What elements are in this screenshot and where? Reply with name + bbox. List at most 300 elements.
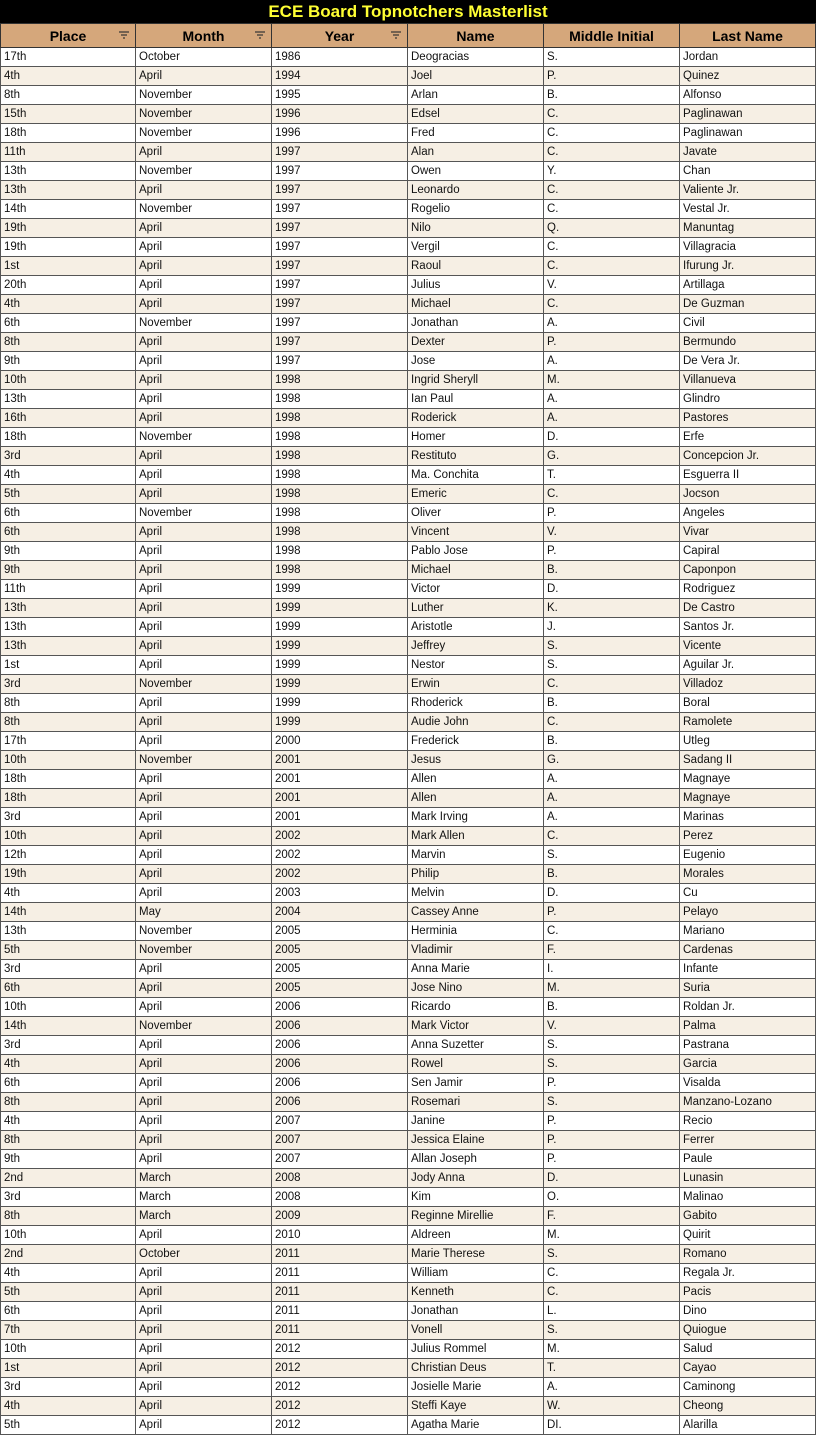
column-header-month[interactable] (136, 24, 272, 48)
cell-last-name[interactable]: Infante (680, 960, 816, 979)
cell-year[interactable]: 2005 (272, 922, 408, 941)
table-row[interactable] (1, 86, 816, 105)
cell-place[interactable]: 3rd (1, 1036, 136, 1055)
cell-place[interactable]: 17th (1, 48, 136, 67)
cell-place[interactable]: 8th (1, 713, 136, 732)
table-row[interactable] (1, 371, 816, 390)
table-row[interactable] (1, 675, 816, 694)
table-row[interactable] (1, 770, 816, 789)
column-header-last-name[interactable] (680, 24, 816, 48)
cell-last-name[interactable]: Visalda (680, 1074, 816, 1093)
table-row[interactable] (1, 48, 816, 67)
cell-last-name[interactable]: Cayao (680, 1359, 816, 1378)
cell-last-name[interactable]: Dino (680, 1302, 816, 1321)
cell-place[interactable]: 4th (1, 295, 136, 314)
cell-middle-initial[interactable]: P. (544, 67, 680, 86)
cell-name[interactable]: Allen (408, 789, 544, 808)
cell-middle-initial[interactable]: F. (544, 1207, 680, 1226)
cell-place[interactable]: 16th (1, 409, 136, 428)
cell-name[interactable]: Frederick (408, 732, 544, 751)
cell-name[interactable]: Agatha Marie (408, 1416, 544, 1435)
cell-place[interactable]: 8th (1, 1131, 136, 1150)
cell-middle-initial[interactable]: A. (544, 390, 680, 409)
table-row[interactable] (1, 105, 816, 124)
cell-last-name[interactable]: Eugenio (680, 846, 816, 865)
cell-place[interactable]: 4th (1, 1055, 136, 1074)
table-row[interactable] (1, 713, 816, 732)
cell-name[interactable]: Ingrid Sheryll (408, 371, 544, 390)
table-row[interactable] (1, 1340, 816, 1359)
cell-name[interactable]: Nilo (408, 219, 544, 238)
cell-last-name[interactable]: De Vera Jr. (680, 352, 816, 371)
cell-year[interactable]: 2012 (272, 1359, 408, 1378)
cell-year[interactable]: 1998 (272, 485, 408, 504)
cell-year[interactable]: 1998 (272, 390, 408, 409)
cell-last-name[interactable]: Alarilla (680, 1416, 816, 1435)
cell-last-name[interactable]: Chan (680, 162, 816, 181)
cell-month[interactable]: April (136, 561, 272, 580)
cell-month[interactable]: April (136, 1340, 272, 1359)
cell-middle-initial[interactable]: B. (544, 732, 680, 751)
cell-year[interactable]: 2001 (272, 808, 408, 827)
cell-place[interactable]: 15th (1, 105, 136, 124)
cell-month[interactable]: April (136, 656, 272, 675)
table-row[interactable] (1, 998, 816, 1017)
cell-month[interactable]: November (136, 922, 272, 941)
cell-month[interactable]: April (136, 865, 272, 884)
cell-middle-initial[interactable]: B. (544, 561, 680, 580)
table-row[interactable] (1, 694, 816, 713)
cell-place[interactable]: 13th (1, 599, 136, 618)
cell-month[interactable]: April (136, 1131, 272, 1150)
column-header-name[interactable] (408, 24, 544, 48)
cell-year[interactable]: 1997 (272, 314, 408, 333)
table-row[interactable] (1, 1055, 816, 1074)
table-row[interactable] (1, 941, 816, 960)
cell-middle-initial[interactable]: C. (544, 485, 680, 504)
cell-year[interactable]: 2005 (272, 941, 408, 960)
cell-year[interactable]: 2006 (272, 1093, 408, 1112)
table-row[interactable] (1, 504, 816, 523)
cell-middle-initial[interactable]: S. (544, 637, 680, 656)
table-row[interactable] (1, 523, 816, 542)
cell-middle-initial[interactable]: A. (544, 789, 680, 808)
table-row[interactable] (1, 922, 816, 941)
cell-year[interactable]: 2006 (272, 1074, 408, 1093)
cell-place[interactable]: 6th (1, 1074, 136, 1093)
cell-last-name[interactable]: Caponpon (680, 561, 816, 580)
cell-year[interactable]: 2011 (272, 1245, 408, 1264)
cell-last-name[interactable]: Gabito (680, 1207, 816, 1226)
cell-name[interactable]: Aristotle (408, 618, 544, 637)
table-row[interactable] (1, 865, 816, 884)
cell-middle-initial[interactable]: G. (544, 751, 680, 770)
cell-place[interactable]: 5th (1, 485, 136, 504)
cell-middle-initial[interactable]: O. (544, 1188, 680, 1207)
cell-place[interactable]: 20th (1, 276, 136, 295)
cell-name[interactable]: Vergil (408, 238, 544, 257)
cell-year[interactable]: 2001 (272, 751, 408, 770)
cell-place[interactable]: 13th (1, 390, 136, 409)
cell-middle-initial[interactable]: P. (544, 1150, 680, 1169)
cell-month[interactable]: April (136, 371, 272, 390)
table-row[interactable] (1, 1188, 816, 1207)
cell-year[interactable]: 2007 (272, 1150, 408, 1169)
table-row[interactable] (1, 314, 816, 333)
cell-place[interactable]: 13th (1, 618, 136, 637)
table-row[interactable] (1, 1093, 816, 1112)
cell-month[interactable]: April (136, 846, 272, 865)
cell-middle-initial[interactable]: C. (544, 1283, 680, 1302)
cell-year[interactable]: 1996 (272, 105, 408, 124)
cell-year[interactable]: 1999 (272, 656, 408, 675)
cell-month[interactable]: April (136, 542, 272, 561)
cell-year[interactable]: 2006 (272, 1036, 408, 1055)
cell-name[interactable]: Vincent (408, 523, 544, 542)
table-row[interactable] (1, 295, 816, 314)
cell-last-name[interactable]: Villanueva (680, 371, 816, 390)
cell-month[interactable]: April (136, 1283, 272, 1302)
cell-year[interactable]: 2005 (272, 960, 408, 979)
cell-middle-initial[interactable]: L. (544, 1302, 680, 1321)
cell-middle-initial[interactable]: C. (544, 105, 680, 124)
cell-place[interactable]: 5th (1, 1283, 136, 1302)
cell-month[interactable]: March (136, 1207, 272, 1226)
cell-middle-initial[interactable]: S. (544, 846, 680, 865)
cell-place[interactable]: 13th (1, 162, 136, 181)
cell-last-name[interactable]: Magnaye (680, 789, 816, 808)
cell-name[interactable]: Vladimir (408, 941, 544, 960)
cell-place[interactable]: 17th (1, 732, 136, 751)
cell-middle-initial[interactable]: S. (544, 656, 680, 675)
cell-last-name[interactable]: Sadang II (680, 751, 816, 770)
cell-month[interactable]: April (136, 352, 272, 371)
cell-year[interactable]: 1998 (272, 409, 408, 428)
cell-name[interactable]: Jose (408, 352, 544, 371)
cell-year[interactable]: 2001 (272, 789, 408, 808)
cell-place[interactable]: 13th (1, 181, 136, 200)
cell-name[interactable]: Joel (408, 67, 544, 86)
cell-place[interactable]: 13th (1, 922, 136, 941)
cell-year[interactable]: 1997 (272, 257, 408, 276)
cell-middle-initial[interactable]: W. (544, 1397, 680, 1416)
cell-last-name[interactable]: Lunasin (680, 1169, 816, 1188)
table-row[interactable] (1, 1378, 816, 1397)
cell-place[interactable]: 18th (1, 124, 136, 143)
cell-year[interactable]: 1997 (272, 143, 408, 162)
cell-place[interactable]: 19th (1, 219, 136, 238)
table-row[interactable] (1, 903, 816, 922)
cell-name[interactable]: Owen (408, 162, 544, 181)
cell-month[interactable]: April (136, 1321, 272, 1340)
cell-last-name[interactable]: Palma (680, 1017, 816, 1036)
cell-middle-initial[interactable]: D. (544, 1169, 680, 1188)
cell-place[interactable]: 10th (1, 751, 136, 770)
table-row[interactable] (1, 67, 816, 86)
cell-place[interactable]: 3rd (1, 447, 136, 466)
cell-place[interactable]: 3rd (1, 960, 136, 979)
cell-month[interactable]: October (136, 1245, 272, 1264)
cell-last-name[interactable]: Cheong (680, 1397, 816, 1416)
table-row[interactable] (1, 1112, 816, 1131)
cell-middle-initial[interactable]: P. (544, 1131, 680, 1150)
cell-month[interactable]: April (136, 960, 272, 979)
cell-year[interactable]: 1997 (272, 219, 408, 238)
cell-place[interactable]: 3rd (1, 808, 136, 827)
cell-place[interactable]: 8th (1, 333, 136, 352)
table-row[interactable] (1, 1283, 816, 1302)
table-row[interactable] (1, 732, 816, 751)
cell-last-name[interactable]: Villagracia (680, 238, 816, 257)
cell-place[interactable]: 2nd (1, 1245, 136, 1264)
cell-last-name[interactable]: Villadoz (680, 675, 816, 694)
cell-name[interactable]: Josielle Marie (408, 1378, 544, 1397)
cell-place[interactable]: 4th (1, 884, 136, 903)
table-row[interactable] (1, 200, 816, 219)
cell-last-name[interactable]: Marinas (680, 808, 816, 827)
cell-last-name[interactable]: Manzano-Lozano (680, 1093, 816, 1112)
cell-month[interactable]: April (136, 1378, 272, 1397)
cell-middle-initial[interactable]: V. (544, 1017, 680, 1036)
cell-year[interactable]: 1998 (272, 561, 408, 580)
cell-middle-initial[interactable]: P. (544, 1112, 680, 1131)
cell-month[interactable]: April (136, 1112, 272, 1131)
cell-month[interactable]: April (136, 447, 272, 466)
cell-last-name[interactable]: Jordan (680, 48, 816, 67)
cell-month[interactable]: April (136, 1302, 272, 1321)
cell-month[interactable]: April (136, 998, 272, 1017)
cell-middle-initial[interactable]: I. (544, 960, 680, 979)
cell-year[interactable]: 2006 (272, 1055, 408, 1074)
cell-last-name[interactable]: Vicente (680, 637, 816, 656)
cell-middle-initial[interactable]: C. (544, 295, 680, 314)
cell-year[interactable]: 2010 (272, 1226, 408, 1245)
cell-month[interactable]: April (136, 276, 272, 295)
cell-month[interactable]: November (136, 504, 272, 523)
cell-place[interactable]: 13th (1, 637, 136, 656)
cell-name[interactable]: Kim (408, 1188, 544, 1207)
cell-month[interactable]: April (136, 466, 272, 485)
cell-name[interactable]: Nestor (408, 656, 544, 675)
cell-month[interactable]: November (136, 314, 272, 333)
table-row[interactable] (1, 1169, 816, 1188)
cell-month[interactable]: April (136, 884, 272, 903)
cell-month[interactable]: April (136, 808, 272, 827)
cell-middle-initial[interactable]: S. (544, 1036, 680, 1055)
cell-last-name[interactable]: Rodriguez (680, 580, 816, 599)
cell-middle-initial[interactable]: J. (544, 618, 680, 637)
cell-middle-initial[interactable]: M. (544, 979, 680, 998)
table-row[interactable] (1, 143, 816, 162)
cell-last-name[interactable]: Suria (680, 979, 816, 998)
cell-name[interactable]: Marvin (408, 846, 544, 865)
cell-year[interactable]: 2004 (272, 903, 408, 922)
cell-middle-initial[interactable]: P. (544, 333, 680, 352)
cell-middle-initial[interactable]: P. (544, 542, 680, 561)
cell-middle-initial[interactable]: K. (544, 599, 680, 618)
cell-name[interactable]: Marie Therese (408, 1245, 544, 1264)
cell-last-name[interactable]: Pastrana (680, 1036, 816, 1055)
filter-icon[interactable] (254, 30, 266, 40)
cell-last-name[interactable]: Recio (680, 1112, 816, 1131)
cell-place[interactable]: 14th (1, 903, 136, 922)
cell-middle-initial[interactable]: A. (544, 314, 680, 333)
cell-middle-initial[interactable]: M. (544, 1340, 680, 1359)
cell-middle-initial[interactable]: A. (544, 1378, 680, 1397)
cell-name[interactable]: Jonathan (408, 314, 544, 333)
cell-last-name[interactable]: Morales (680, 865, 816, 884)
cell-middle-initial[interactable]: Y. (544, 162, 680, 181)
cell-place[interactable]: 4th (1, 1397, 136, 1416)
cell-year[interactable]: 1998 (272, 447, 408, 466)
cell-middle-initial[interactable]: D. (544, 884, 680, 903)
cell-name[interactable]: Janine (408, 1112, 544, 1131)
cell-month[interactable]: May (136, 903, 272, 922)
cell-year[interactable]: 1997 (272, 352, 408, 371)
cell-place[interactable]: 5th (1, 1416, 136, 1435)
cell-name[interactable]: Sen Jamir (408, 1074, 544, 1093)
cell-month[interactable]: April (136, 827, 272, 846)
cell-last-name[interactable]: Boral (680, 694, 816, 713)
cell-name[interactable]: Ma. Conchita (408, 466, 544, 485)
cell-place[interactable]: 1st (1, 257, 136, 276)
cell-year[interactable]: 1999 (272, 694, 408, 713)
cell-year[interactable]: 2006 (272, 1017, 408, 1036)
cell-year[interactable]: 2001 (272, 770, 408, 789)
cell-month[interactable]: April (136, 409, 272, 428)
cell-year[interactable]: 1998 (272, 466, 408, 485)
cell-year[interactable]: 1998 (272, 542, 408, 561)
cell-name[interactable]: Homer (408, 428, 544, 447)
cell-year[interactable]: 2011 (272, 1302, 408, 1321)
cell-last-name[interactable]: Esguerra II (680, 466, 816, 485)
cell-middle-initial[interactable]: C. (544, 827, 680, 846)
table-row[interactable] (1, 1131, 816, 1150)
cell-year[interactable]: 1997 (272, 162, 408, 181)
cell-middle-initial[interactable]: C. (544, 200, 680, 219)
table-row[interactable] (1, 409, 816, 428)
table-row[interactable] (1, 447, 816, 466)
cell-name[interactable]: Rogelio (408, 200, 544, 219)
cell-middle-initial[interactable]: C. (544, 124, 680, 143)
table-row[interactable] (1, 1207, 816, 1226)
table-row[interactable] (1, 789, 816, 808)
cell-name[interactable]: Deogracias (408, 48, 544, 67)
cell-year[interactable]: 2008 (272, 1169, 408, 1188)
cell-last-name[interactable]: Manuntag (680, 219, 816, 238)
cell-month[interactable]: April (136, 770, 272, 789)
cell-name[interactable]: Erwin (408, 675, 544, 694)
cell-name[interactable]: Anna Suzetter (408, 1036, 544, 1055)
table-row[interactable] (1, 485, 816, 504)
cell-name[interactable]: Alan (408, 143, 544, 162)
cell-middle-initial[interactable]: B. (544, 694, 680, 713)
cell-month[interactable]: November (136, 162, 272, 181)
cell-last-name[interactable]: Concepcion Jr. (680, 447, 816, 466)
table-row[interactable] (1, 960, 816, 979)
cell-name[interactable]: Raoul (408, 257, 544, 276)
cell-year[interactable]: 2012 (272, 1397, 408, 1416)
cell-last-name[interactable]: Ramolete (680, 713, 816, 732)
cell-month[interactable]: April (136, 523, 272, 542)
cell-middle-initial[interactable]: S. (544, 1321, 680, 1340)
table-row[interactable] (1, 124, 816, 143)
cell-name[interactable]: Leonardo (408, 181, 544, 200)
cell-year[interactable]: 2012 (272, 1378, 408, 1397)
cell-middle-initial[interactable]: DI. (544, 1416, 680, 1435)
table-row[interactable] (1, 599, 816, 618)
cell-place[interactable]: 1st (1, 656, 136, 675)
table-row[interactable] (1, 219, 816, 238)
table-row[interactable] (1, 1074, 816, 1093)
cell-middle-initial[interactable]: S. (544, 1055, 680, 1074)
table-row[interactable] (1, 1359, 816, 1378)
cell-year[interactable]: 1995 (272, 86, 408, 105)
cell-name[interactable]: Rowel (408, 1055, 544, 1074)
cell-middle-initial[interactable]: C. (544, 143, 680, 162)
cell-middle-initial[interactable]: Q. (544, 219, 680, 238)
cell-year[interactable]: 1999 (272, 675, 408, 694)
cell-year[interactable]: 1997 (272, 200, 408, 219)
cell-last-name[interactable]: Utleg (680, 732, 816, 751)
cell-name[interactable]: Mark Victor (408, 1017, 544, 1036)
table-row[interactable] (1, 1150, 816, 1169)
cell-name[interactable]: Cassey Anne (408, 903, 544, 922)
cell-month[interactable]: April (136, 1359, 272, 1378)
cell-month[interactable]: November (136, 751, 272, 770)
cell-year[interactable]: 2009 (272, 1207, 408, 1226)
cell-year[interactable]: 1997 (272, 333, 408, 352)
cell-month[interactable]: November (136, 86, 272, 105)
cell-place[interactable]: 10th (1, 998, 136, 1017)
cell-name[interactable]: Oliver (408, 504, 544, 523)
cell-place[interactable]: 4th (1, 67, 136, 86)
cell-month[interactable]: April (136, 219, 272, 238)
cell-month[interactable]: April (136, 637, 272, 656)
cell-middle-initial[interactable]: C. (544, 257, 680, 276)
cell-last-name[interactable]: Caminong (680, 1378, 816, 1397)
cell-month[interactable]: November (136, 200, 272, 219)
cell-name[interactable]: Jonathan (408, 1302, 544, 1321)
cell-place[interactable]: 19th (1, 865, 136, 884)
table-row[interactable] (1, 1302, 816, 1321)
cell-year[interactable]: 2011 (272, 1264, 408, 1283)
cell-place[interactable]: 6th (1, 1302, 136, 1321)
cell-last-name[interactable]: Artillaga (680, 276, 816, 295)
cell-place[interactable]: 11th (1, 143, 136, 162)
cell-name[interactable]: Ricardo (408, 998, 544, 1017)
table-row[interactable] (1, 542, 816, 561)
cell-place[interactable]: 18th (1, 428, 136, 447)
cell-last-name[interactable]: Roldan Jr. (680, 998, 816, 1017)
cell-month[interactable]: April (136, 599, 272, 618)
cell-month[interactable]: April (136, 333, 272, 352)
cell-month[interactable]: April (136, 1397, 272, 1416)
cell-name[interactable]: Jesus (408, 751, 544, 770)
table-row[interactable] (1, 162, 816, 181)
cell-year[interactable]: 2002 (272, 865, 408, 884)
cell-place[interactable]: 6th (1, 314, 136, 333)
table-row[interactable] (1, 827, 816, 846)
table-row[interactable] (1, 428, 816, 447)
column-header-year[interactable] (272, 24, 408, 48)
cell-place[interactable]: 18th (1, 789, 136, 808)
cell-month[interactable]: March (136, 1169, 272, 1188)
cell-year[interactable]: 1997 (272, 295, 408, 314)
cell-last-name[interactable]: Perez (680, 827, 816, 846)
filter-icon[interactable] (118, 30, 130, 40)
cell-last-name[interactable]: Ferrer (680, 1131, 816, 1150)
